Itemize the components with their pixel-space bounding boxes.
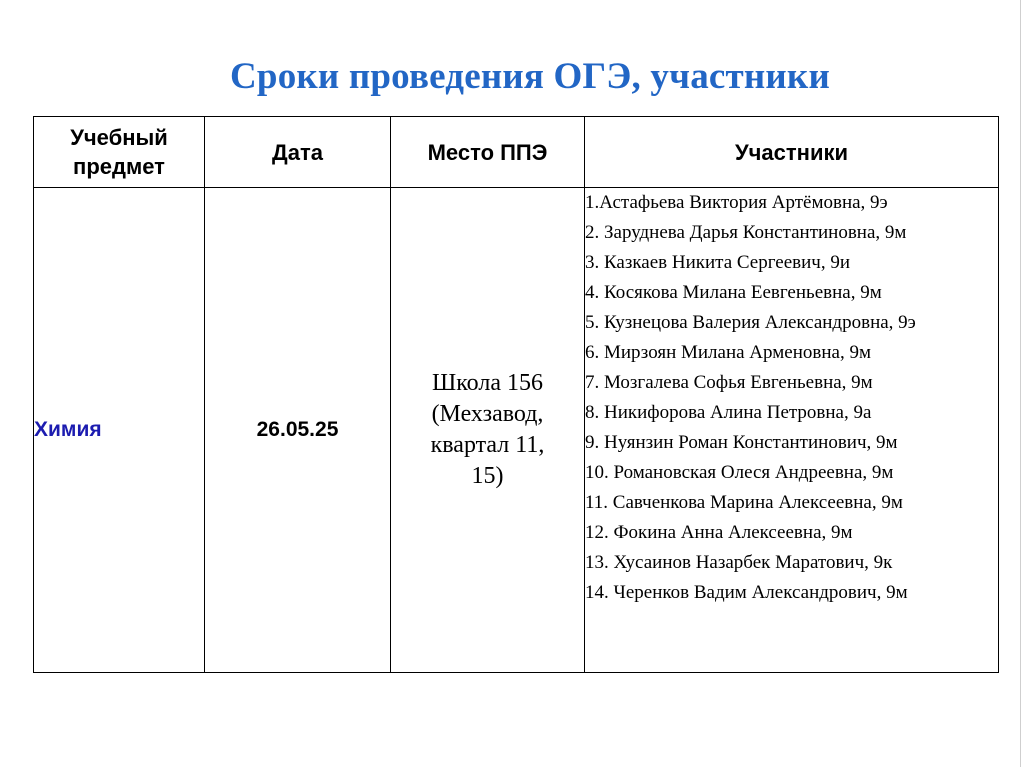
participant-item: 2. Заруднева Дарья Константиновна, 9м — [585, 222, 907, 243]
exam-schedule-table — [33, 116, 999, 673]
participants-list — [585, 188, 998, 608]
participant-item: 14. Черенков Вадим Александрович, 9м — [585, 582, 908, 603]
subject-cell: Химия — [34, 188, 205, 673]
place-text: Школа 156 (Мехзавод, квартал 11, 15) — [430, 370, 545, 489]
table-header-row — [34, 117, 999, 188]
participant-item: 8. Никифорова Алина Петровна, 9а — [585, 402, 872, 423]
header-participants: Участники — [585, 117, 999, 188]
participant-item: 4. Косякова Милана Еевгеньевна, 9м — [585, 282, 882, 303]
participant-item: 9. Нуянзин Роман Константинович, 9м — [585, 432, 898, 453]
participant-item: 11. Савченкова Марина Алексеевна, 9м — [585, 492, 903, 513]
participant-item: 1.Астафьева Виктория Артёмовна, 9э — [585, 192, 888, 213]
table-row — [34, 188, 999, 673]
page-title: Сроки проведения ОГЭ, участники — [230, 55, 830, 97]
header-place: Место ППЭ — [391, 117, 585, 188]
participant-item: 6. Мирзоян Милана Арменовна, 9м — [585, 342, 871, 363]
slide-edge-rule — [1020, 0, 1021, 767]
participant-item: 3. Казкаев Никита Сергеевич, 9и — [585, 252, 851, 273]
participants-cell — [585, 188, 999, 673]
participant-item: 10. Романовская Олеся Андреевна, 9м — [585, 462, 894, 483]
participant-item: 12. Фокина Анна Алексеевна, 9м — [585, 522, 853, 543]
place-cell — [391, 188, 585, 673]
participant-item: 5. Кузнецова Валерия Александровна, 9э — [585, 312, 916, 333]
participant-item: 13. Хусаинов Назарбек Маратович, 9к — [585, 552, 893, 573]
header-subject: Учебный предмет — [34, 117, 205, 188]
header-date: Дата — [205, 117, 391, 188]
date-cell: 26.05.25 — [205, 188, 391, 673]
participant-item: 7. Мозгалева Софья Евгеньевна, 9м — [585, 372, 873, 393]
